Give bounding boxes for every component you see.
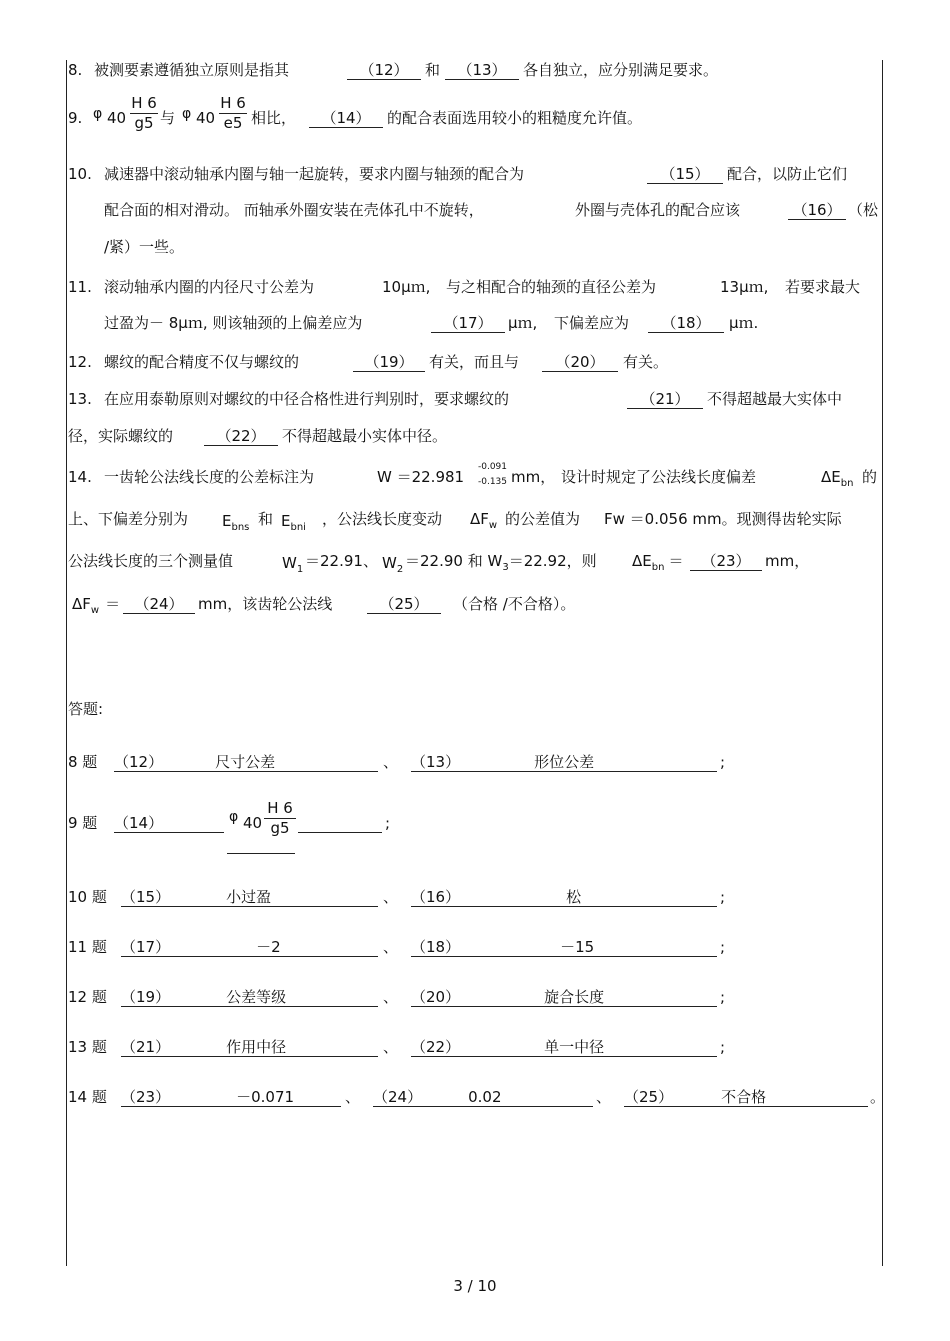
blank-25: （25） bbox=[367, 595, 441, 614]
answer-separator: 、 bbox=[383, 988, 399, 1006]
answer-end: ; bbox=[720, 938, 726, 956]
q11-line1a: 滚动轴承内圈的内径尺寸公差为 bbox=[104, 278, 315, 296]
q9-dim-2: 40 bbox=[196, 109, 216, 127]
ebn-symbol-2: $\Delta E_{bn}$ ＝ bbox=[632, 552, 684, 573]
fraction-numerator: H 6 bbox=[267, 799, 293, 817]
q12-text1: 螺纹的配合精度不仅与螺纹的 bbox=[104, 353, 300, 371]
fraction-numerator: H 6 bbox=[220, 94, 246, 112]
answer-separator: 、 bbox=[383, 1038, 399, 1056]
q9-dim-1: 40 bbox=[107, 109, 127, 127]
answer-field-24: （24） 0.02 bbox=[373, 1088, 593, 1107]
delta-icon: Δ bbox=[821, 468, 832, 486]
answer-field-22: （22） 单一中径 bbox=[411, 1038, 717, 1057]
q12-text3: 有关。 bbox=[623, 353, 669, 371]
answer-field-19: （19） 公差等级 bbox=[121, 988, 378, 1007]
q14-mm-3: mm， bbox=[765, 552, 810, 570]
answer-separator: 、 bbox=[383, 753, 399, 771]
q11-unit-2: μｍ. bbox=[729, 314, 759, 332]
blank-22: （22） bbox=[204, 427, 278, 446]
answer-end: ; bbox=[720, 988, 726, 1006]
q9-number: 9. bbox=[68, 109, 83, 127]
q10-line2c: （松 bbox=[848, 201, 879, 219]
answer-9-underline bbox=[227, 853, 295, 854]
q14-mm: mm， bbox=[511, 468, 556, 486]
answer-label: 10 题 bbox=[68, 888, 107, 906]
answer-label: 12 题 bbox=[68, 988, 107, 1006]
blank-23: （23） bbox=[690, 552, 762, 571]
q14-fw-value: Fw ＝0.056 mm。现测得齿轮实际 bbox=[604, 510, 842, 528]
q13-line1-end: 不得超越最大实体中 bbox=[707, 390, 843, 408]
answer-label: 14 题 bbox=[68, 1088, 107, 1106]
answer-separator: 、 bbox=[596, 1088, 612, 1106]
answer-field-17: （17） －2 bbox=[121, 938, 378, 957]
answer-field-13: （13） 形位公差 bbox=[411, 753, 717, 772]
q10-number: 10. bbox=[68, 165, 92, 183]
answer-field-14: （14） bbox=[114, 814, 224, 833]
q10-line1: 减速器中滚动轴承内圈与轴一起旋转，要求内圈与轴颈的配合为 bbox=[104, 165, 525, 183]
answers-heading: 答题: bbox=[68, 700, 104, 718]
answer-label: 8 题 bbox=[68, 753, 98, 771]
q14-and: 和 bbox=[258, 510, 274, 528]
upper-deviation: -0.091 bbox=[478, 462, 508, 472]
answer-9-line bbox=[298, 814, 382, 833]
q13-number: 13. bbox=[68, 390, 92, 408]
q13-line2b: 不得超越最小实体中径。 bbox=[282, 427, 448, 445]
answer-field-12: （12） 尺寸公差 bbox=[114, 753, 378, 772]
answer-9-dim: 40 bbox=[243, 814, 263, 832]
q11-unit-1: μｍ, bbox=[508, 314, 538, 332]
q11-value-2: 13μｍ, bbox=[720, 278, 769, 296]
q10-line2b: 外圈与壳体孔的配合应该 bbox=[575, 201, 741, 219]
q10-line2: 配合面的相对滑动。 而轴承外圈安装在壳体孔中不旋转， bbox=[104, 201, 484, 219]
q11-value-1: 10μｍ, bbox=[382, 278, 431, 296]
answer-end: ; bbox=[720, 1038, 726, 1056]
fit-fraction-h6-e5 bbox=[219, 95, 247, 132]
delta-icon: Δ bbox=[632, 552, 643, 570]
phi-symbol: φ bbox=[93, 106, 103, 122]
q11-line1c: 若要求最大 bbox=[785, 278, 861, 296]
answer-label: 11 题 bbox=[68, 938, 107, 956]
q14-number: 14. bbox=[68, 468, 92, 486]
right-border-line bbox=[882, 60, 883, 1266]
answer-label: 13 题 bbox=[68, 1038, 107, 1056]
delta-icon: Δ bbox=[470, 510, 481, 528]
q14-line2c: 的公差值为 bbox=[505, 510, 581, 528]
q11-line2a: 过盈为－ 8μｍ, 则该轴颈的上偏差应为 bbox=[104, 314, 363, 332]
fraction-denominator: g5 bbox=[134, 114, 154, 132]
q10-line3: /紧）一些。 bbox=[104, 238, 185, 256]
q9-text: 的配合表面选用较小的粗糙度允许值。 bbox=[387, 109, 643, 127]
blank-12: （12） bbox=[347, 61, 421, 80]
answer-end: ; bbox=[385, 814, 391, 832]
answer-field-23: （23） －0.071 bbox=[121, 1088, 341, 1107]
q14-line3a: 公法线长度的三个测量值 bbox=[68, 552, 234, 570]
phi-symbol: φ bbox=[182, 106, 192, 122]
answer-end: 。 bbox=[870, 1088, 886, 1106]
blank-19: （19） bbox=[353, 353, 425, 372]
q14-line2b: ，公法线长度变动 bbox=[322, 510, 443, 528]
q8-text-end: 各自独立，应分别满足要求。 bbox=[523, 61, 719, 79]
q14-line4b: （合格 /不合格）。 bbox=[453, 595, 576, 613]
blank-13: （13） bbox=[445, 61, 519, 80]
w2-symbol: $W_2$ bbox=[382, 554, 404, 575]
blank-14: （14） bbox=[309, 109, 383, 128]
q9-with: 与 bbox=[160, 109, 176, 127]
fraction-numerator: H 6 bbox=[131, 94, 157, 112]
blank-24: （24） bbox=[123, 595, 195, 614]
page-number: 3 / 10 bbox=[453, 1277, 497, 1295]
ebn-symbol: $\Delta E_{bn}$ bbox=[821, 468, 854, 489]
q8-and: 和 bbox=[425, 61, 441, 79]
left-border-line bbox=[66, 60, 67, 1266]
fit-fraction-h6-g5 bbox=[130, 95, 158, 132]
q9-compare: 相比， bbox=[251, 109, 297, 127]
answer-field-20: （20） 旋合长度 bbox=[411, 988, 717, 1007]
answer-label: 9 题 bbox=[68, 814, 98, 832]
q13-line1: 在应用泰勒原则对螺纹的中径合格性进行判别时，要求螺纹的 bbox=[104, 390, 510, 408]
q11-number: 11. bbox=[68, 278, 92, 296]
answer-end: ; bbox=[720, 888, 726, 906]
blank-16: （16） bbox=[788, 201, 846, 220]
q11-line2b: 下偏差应为 bbox=[554, 314, 630, 332]
q14-nominal: W ＝22.981 bbox=[377, 468, 465, 486]
fraction-denominator: g5 bbox=[270, 819, 290, 837]
ebni-symbol: $E_{bni}$ bbox=[281, 512, 306, 533]
q14-line4a: mm，该齿轮公法线 bbox=[198, 595, 333, 613]
answer-separator: 、 bbox=[383, 888, 399, 906]
answer-separator: 、 bbox=[383, 938, 399, 956]
blank-21: （21） bbox=[627, 390, 703, 409]
q14-line2a: 上、下偏差分别为 bbox=[68, 510, 189, 528]
q14-de: 的 bbox=[862, 468, 878, 486]
fraction-denominator: e5 bbox=[223, 114, 243, 132]
answer-field-25: （25） 不合格 bbox=[624, 1088, 868, 1107]
blank-15: （15） bbox=[647, 165, 723, 184]
q11-line1b: 与之相配合的轴颈的直径公差为 bbox=[446, 278, 657, 296]
fw-symbol: $\Delta F_w$ bbox=[470, 510, 498, 531]
q14-line1b: 设计时规定了公法线长度偏差 bbox=[561, 468, 757, 486]
lower-deviation: -0.135 bbox=[478, 477, 508, 487]
answer-end: ; bbox=[720, 753, 726, 771]
q14-line1a: 一齿轮公法线长度的公差标注为 bbox=[104, 468, 315, 486]
answer-field-15: （15） 小过盈 bbox=[121, 888, 378, 907]
answer-separator: 、 bbox=[345, 1088, 361, 1106]
blank-17: （17） bbox=[431, 314, 505, 333]
w1-symbol: $W_1$ bbox=[282, 554, 304, 575]
answer-fit-fraction bbox=[264, 800, 296, 837]
fw-symbol-2: $\Delta F_w$ ＝ bbox=[72, 595, 121, 616]
q8-text: 被测要素遵循独立原则是指其 bbox=[94, 61, 290, 79]
answer-field-21: （21） 作用中径 bbox=[121, 1038, 378, 1057]
answer-field-16: （16） 松 bbox=[411, 888, 717, 907]
ebns-symbol: $E_{bns}$ bbox=[222, 512, 250, 533]
phi-symbol: φ bbox=[229, 809, 239, 825]
w1-value: ＝22.91、 bbox=[305, 552, 378, 570]
q12-number: 12. bbox=[68, 353, 92, 371]
blank-20: （20） bbox=[542, 353, 618, 372]
q8-number: 8. bbox=[68, 61, 83, 79]
q10-line1-end: 配合，以防止它们 bbox=[727, 165, 848, 183]
q13-line2a: 径，实际螺纹的 bbox=[68, 427, 174, 445]
w2-w3-values: ＝22.90 和 $W_3=22.92$，则 bbox=[405, 552, 597, 573]
blank-18: （18） bbox=[648, 314, 724, 333]
delta-icon: Δ bbox=[72, 595, 83, 613]
answer-field-18: （18） －15 bbox=[411, 938, 717, 957]
q12-text2: 有关，而且与 bbox=[429, 353, 520, 371]
